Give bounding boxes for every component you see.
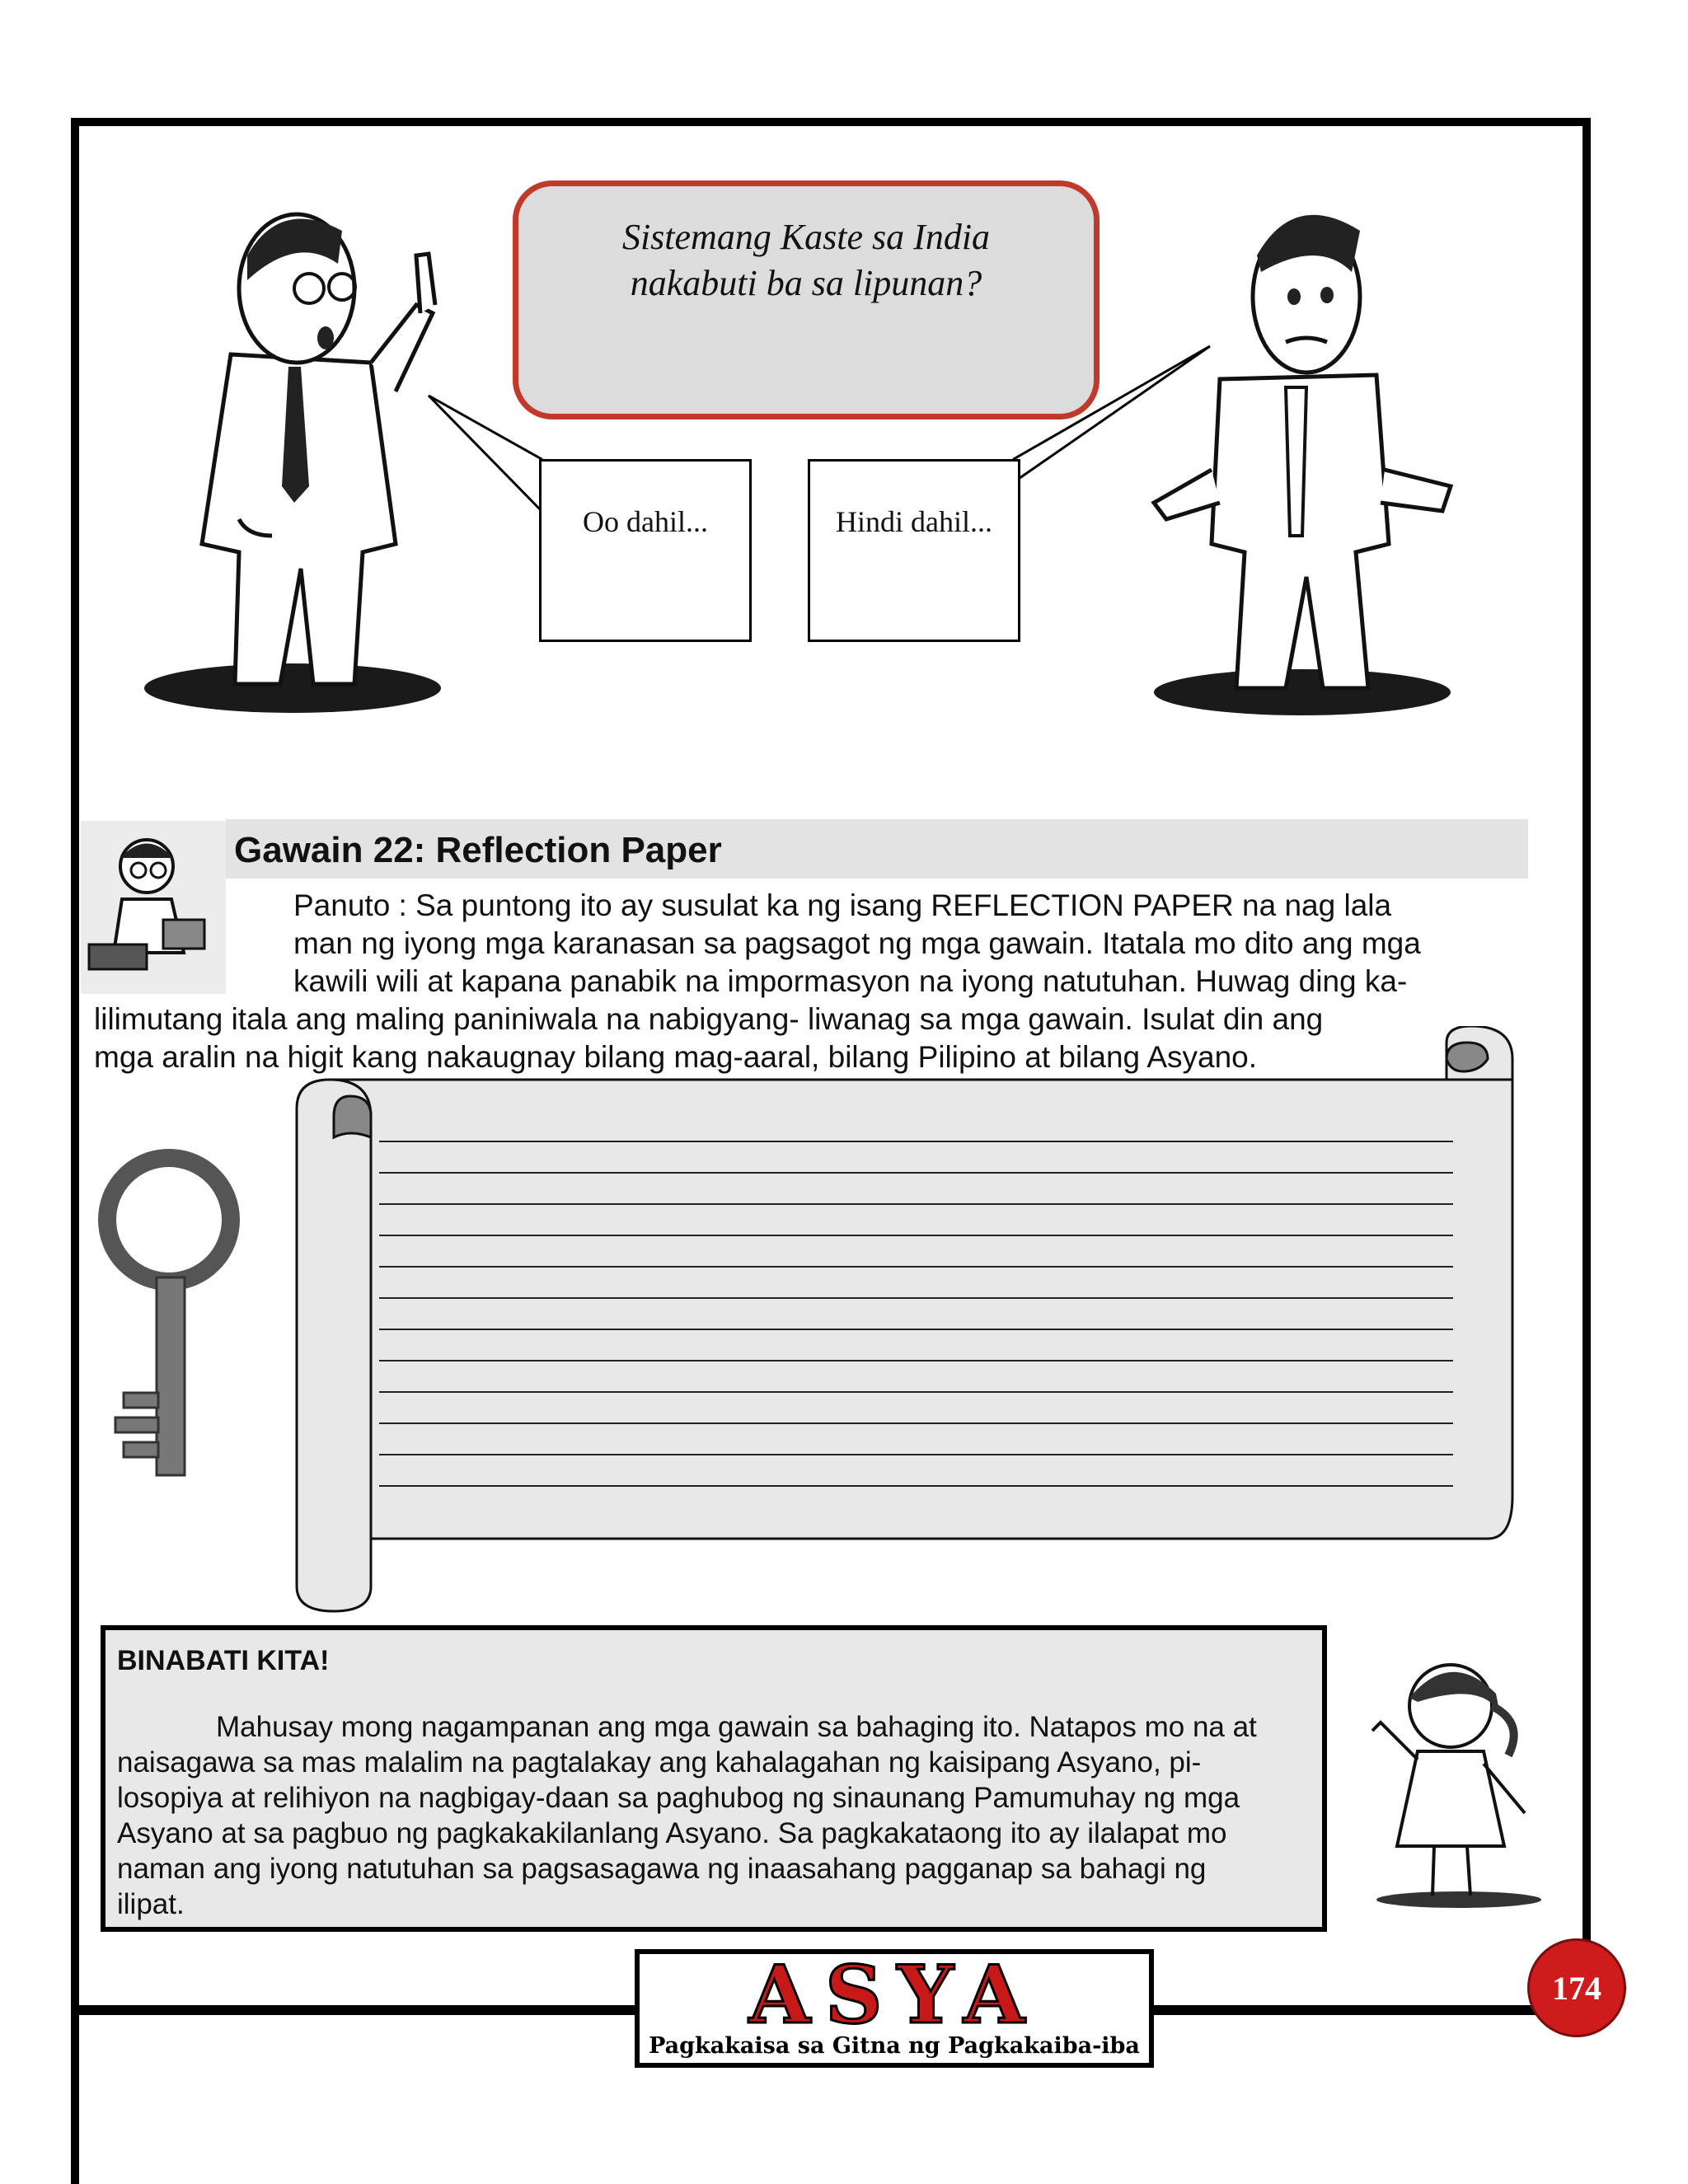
page-frame-left: [71, 118, 79, 2184]
page-frame-bottom-left: [71, 2005, 638, 2015]
logo-word: ASYA: [748, 1948, 1040, 2041]
binabati-box: [101, 1625, 1327, 1932]
binabati-line-6: ilipat.: [117, 1888, 185, 1920]
answer-box-no[interactable]: [808, 459, 1020, 642]
binabati-line-1: Mahusay mong nagampanan ang mga gawain sa bahaging ito. Natapos mo na at: [216, 1711, 1257, 1743]
binabati-line-4: Asyano at sa pagbuo ng pagkakakilanlang Asyano. Sa pagkakataong ito ay ilalapat mo: [117, 1817, 1227, 1849]
binabati-title: BINABATI KITA!: [117, 1645, 330, 1676]
question-line-2: nakabuti ba sa lipunan?: [630, 263, 982, 303]
binabati-line-5: naman ang iyong natutuhan sa pagsasagawa ng inaasahang pagganap sa bahagi ng: [117, 1853, 1207, 1885]
page-number-badge: [1527, 1938, 1626, 2037]
instruction-line-3: kawili wili at kapana panabik na impormasyon na iyong natutuhan. Huwag ding ka-: [293, 964, 1408, 998]
answer-box-yes[interactable]: [539, 459, 752, 642]
logo-subtitle: Pagkakaisa sa Gitna ng Pagkakaiba-iba: [649, 2033, 1140, 2059]
page-number: 174: [1552, 1970, 1601, 2007]
question-text: [518, 214, 1094, 307]
key-icon: [91, 1146, 256, 1492]
page-frame-top: [71, 118, 1591, 126]
instruction-line-5: mga aralin na higit kang nakaugnay bilang mag-aaral, bilang Pilipino at bilang Asyano.: [94, 1040, 1258, 1074]
gawain-title: Gawain 22: Reflection Paper: [234, 830, 722, 870]
answer-yes-label: Oo dahil...: [583, 505, 708, 538]
thumbs-up-girl-illustration: [1360, 1648, 1550, 1912]
instruction-line-2: man ng iyong mga karanasan sa pagsagot ng mga gawain. Itatala mo dito ang mga: [293, 926, 1421, 960]
question-bubble: [513, 180, 1100, 419]
reflection-scroll[interactable]: [293, 1026, 1521, 1619]
instruction-line-1: Panuto : Sa puntong ito ay susulat ka ng isang REFLECTION PAPER na nag lala: [293, 888, 1392, 922]
answer-no-label: Hindi dahil...: [836, 505, 992, 538]
asya-logo: [635, 1949, 1154, 2068]
reading-student-illustration: [81, 821, 226, 994]
page-frame-bottom-right: [1151, 2005, 1591, 2015]
binabati-line-3: losopiya at relihiyon na nagbigay-daan sa paghubog ng sinaunang Pamumuhay ng mga: [117, 1782, 1240, 1814]
page-frame-right: [1582, 118, 1591, 2005]
binabati-line-2: naisagawa sa mas malalim na pagtalakay ang kahalagahan ng kaisipang Asyano, pi-: [117, 1746, 1202, 1779]
instruction-line-4: lilimutang itala ang maling paniniwala na nabigyang- liwanag sa mga gawain. Isulat din ang: [94, 1002, 1324, 1036]
question-line-1: Sistemang Kaste sa India: [621, 217, 991, 257]
